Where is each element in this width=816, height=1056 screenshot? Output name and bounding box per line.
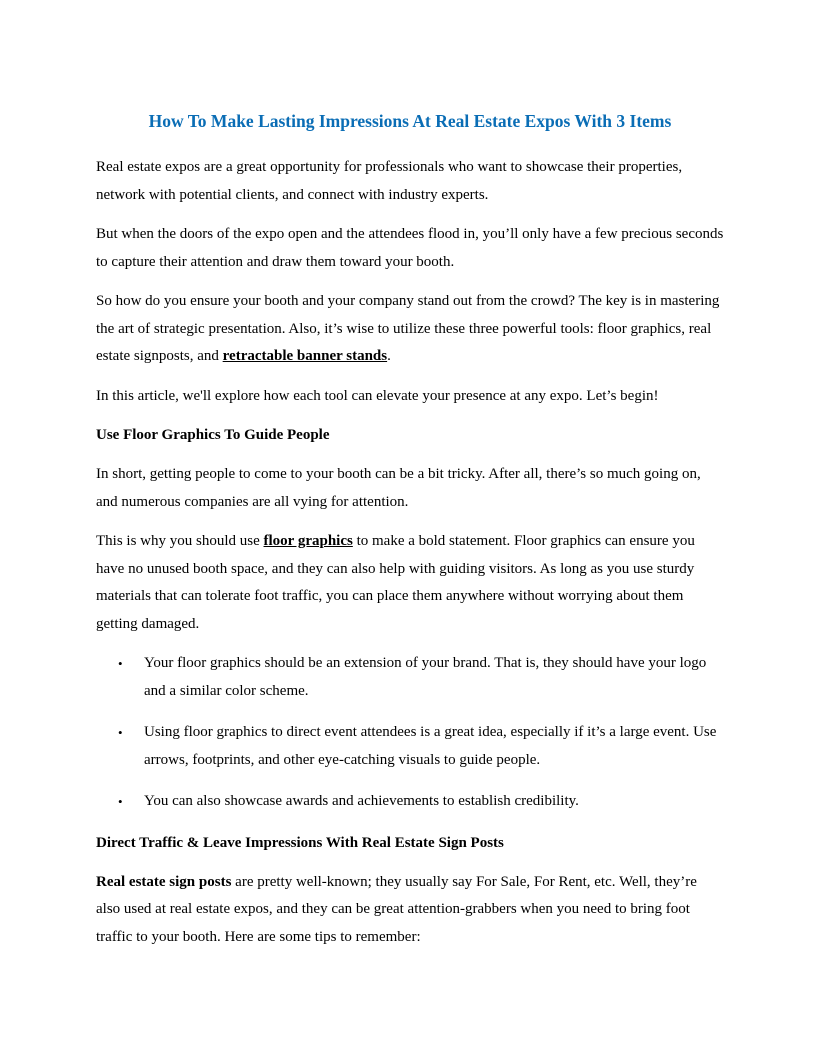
- list-item: [96, 650, 724, 705]
- list-item: [96, 719, 724, 774]
- intro-paragraph-3-end: .: [387, 348, 391, 364]
- floor-graphics-paragraph-2-text: to make a bold statement. Floor graphics can ensure you have no unused booth space, and they can also help with guiding visitors. As long as you use sturdy materials that can tolerate foot traffic, you can place them anywhere without worrying about them getting damaged.: [96, 533, 695, 632]
- floor-graphics-paragraph-1: In short, getting people to come to your booth can be a bit tricky. After all, there’s so much going on, and numerous companies are all vying for attention.: [96, 466, 701, 510]
- document-page: [96, 108, 724, 963]
- intro-paragraph-2: But when the doors of the expo open and the attendees flood in, you’ll only have a few precious seconds to capture their attention and draw them toward your booth.: [96, 226, 724, 270]
- list-item-text: Using floor graphics to direct event attendees is a great idea, especially if it’s a large event. Use arrows, footprints, and other eye-catching visuals to guide people.: [144, 724, 717, 768]
- intro-paragraph-3: [96, 288, 724, 371]
- list-item-text: You can also showcase awards and achievements to establish credibility.: [144, 793, 579, 809]
- sign-posts-paragraph-1: [96, 869, 724, 952]
- sign-posts-bold-term: Real estate sign posts: [96, 873, 232, 890]
- section-heading-floor-graphics: Use Floor Graphics To Guide People: [96, 427, 330, 443]
- list-item: [96, 788, 724, 816]
- floor-graphics-paragraph-2: [96, 528, 724, 638]
- intro-paragraph-3-text: So how do you ensure your booth and your company stand out from the crowd? The key is in mastering the art of strategic presentation. Also, it’s wise to utilize these three powerful tools: floor graphics, real estate signposts, and: [96, 293, 720, 364]
- floor-graphics-link[interactable]: floor graphics: [263, 533, 353, 549]
- list-item-text: Your floor graphics should be an extension of your brand. That is, they should have your logo and a similar color scheme.: [144, 655, 707, 699]
- intro-paragraph-1: Real estate expos are a great opportunity for professionals who want to showcase their properties, network with potential clients, and connect with industry experts.: [96, 159, 683, 203]
- floor-graphics-tips-list: [96, 650, 724, 816]
- intro-paragraph-4: In this article, we'll explore how each tool can elevate your presence at any expo. Let’s begin!: [96, 387, 659, 404]
- retractable-banner-stands-link[interactable]: retractable banner stands: [222, 348, 388, 364]
- sign-posts-paragraph-1-text: are pretty well-known; they usually say For Sale, For Rent, etc. Well, they’re also used at real estate expos, and they can be great attention-grabbers when you need to bring foot traffic to your booth. Here are some tips to remember:: [96, 873, 697, 945]
- page-title: How To Make Lasting Impressions At Real Estate Expos With 3 Items: [148, 111, 672, 131]
- bullet-icon: •: [118, 794, 123, 809]
- floor-graphics-paragraph-2-start: This is why you should use: [96, 533, 264, 549]
- bullet-icon: •: [118, 656, 123, 671]
- bullet-icon: •: [118, 725, 123, 740]
- section-heading-sign-posts: Direct Traffic & Leave Impressions With Real Estate Sign Posts: [96, 834, 504, 851]
